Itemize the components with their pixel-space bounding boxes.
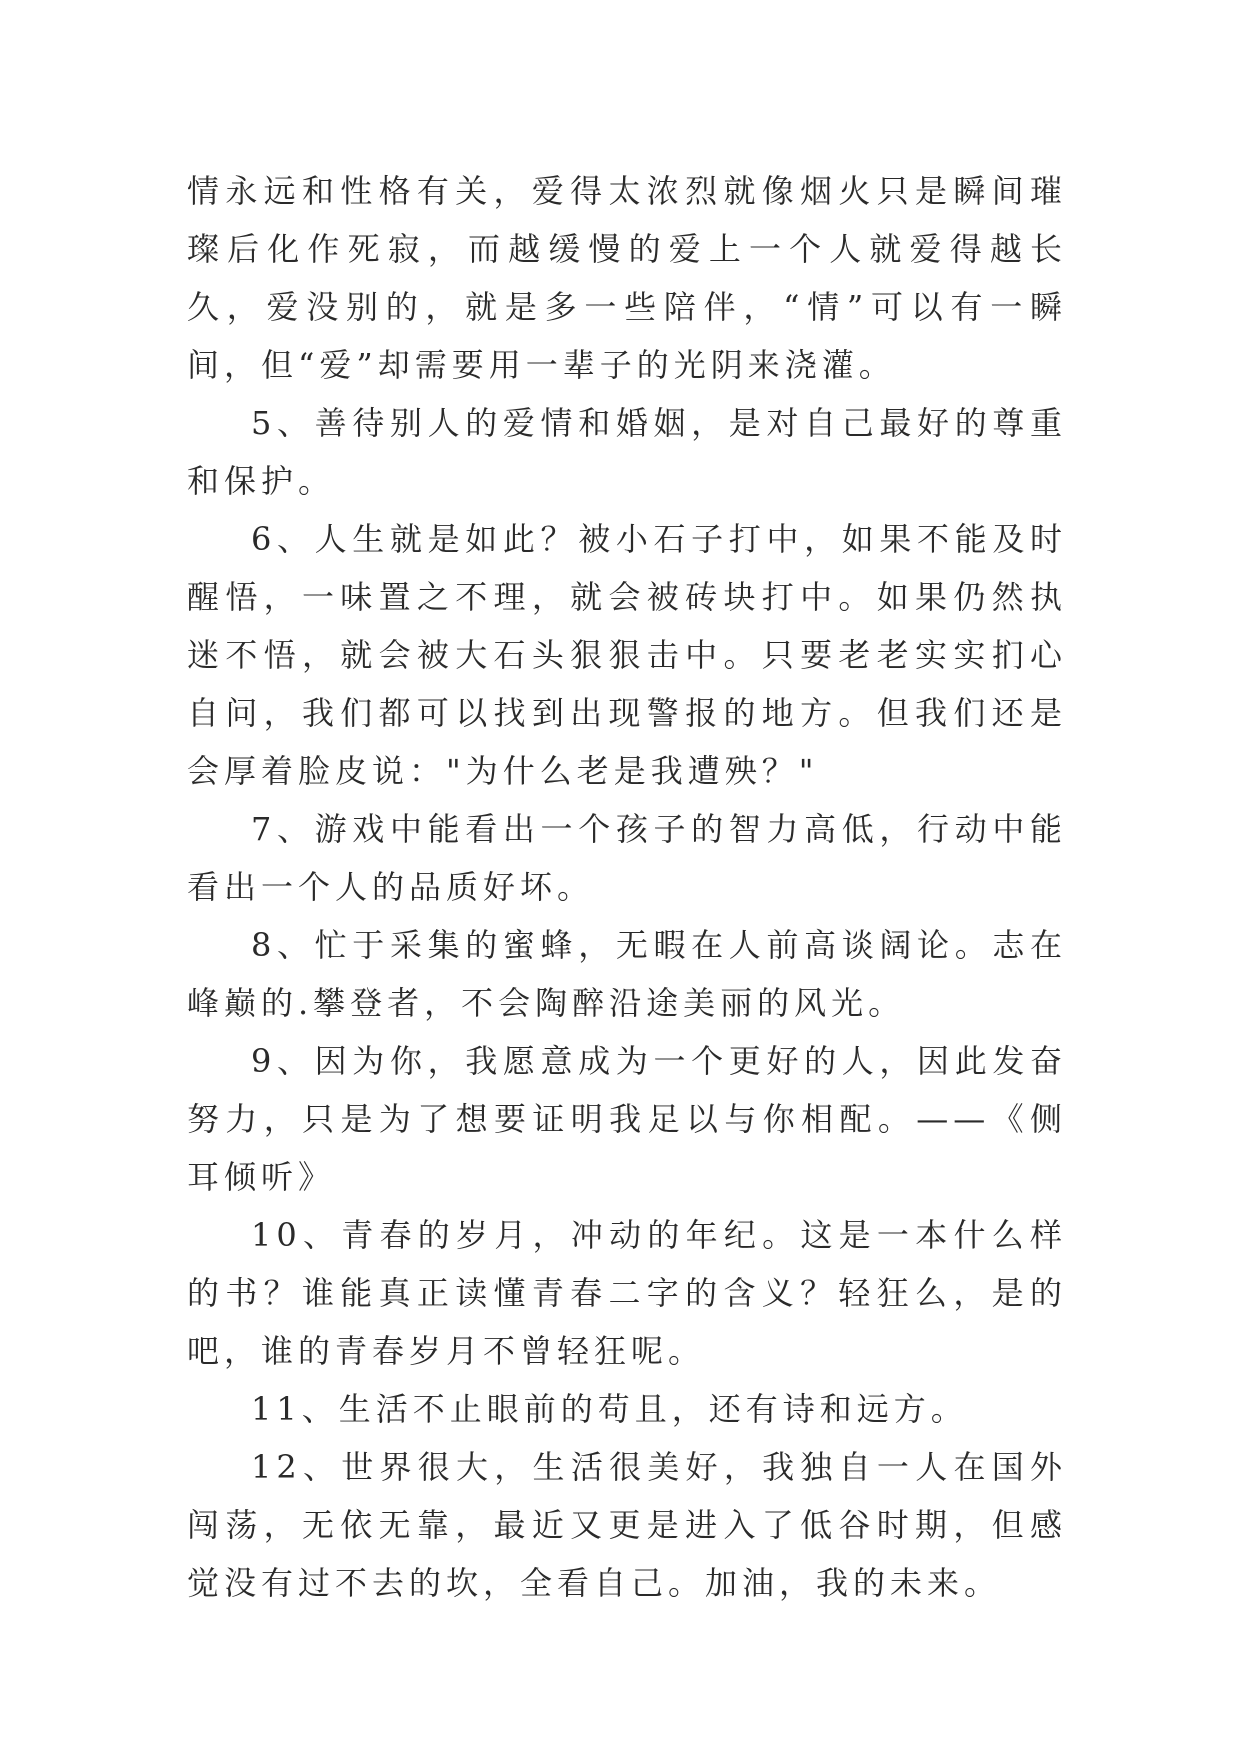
paragraph-item-12: 12、世界很大，生活很美好，我独自一人在国外闯荡，无依无靠，最近又更是进入了低谷时期，但感觉没有过不去的坎，全看自己。加油，我的未来。 [187,1448,1067,1602]
paragraph-item-6: 6、人生就是如此？被小石子打中，如果不能及时醒悟，一味置之不理，就会被砖块打中。如果仍然执迷不悟，就会被大石头狠狠击中。只要老老实实扪心自问，我们都可以找到出现警报的地方。但我们还是会厚着脸皮说："为什么老是我遭殃？" [187,520,1067,790]
paragraph-item-8: 8、忙于采集的蜜蜂，无暇在人前高谈阔论。志在峰巅的.攀登者，不会陶醉沿途美丽的风光。 [187,926,1067,1022]
paragraph-item-10: 10、青春的岁月，冲动的年纪。这是一本什么样的书？谁能真正读懂青春二字的含义？轻狂么，是的吧，谁的青春岁月不曾轻狂呢。 [187,1216,1067,1370]
paragraph-continued: 情永远和性格有关，爱得太浓烈就像烟火只是瞬间璀璨后化作死寂，而越缓慢的爱上一个人就爱得越长久，爱没别的，就是多一些陪伴，“情”可以有一瞬间，但“爱”却需要用一辈子的光阴来浇灌。 [187,172,1067,384]
paragraph-item-5: 5、善待别人的爱情和婚姻，是对自己最好的尊重和保护。 [187,404,1067,500]
document-body [187,162,1067,1612]
paragraph-item-9: 9、因为你，我愿意成为一个更好的人，因此发奋努力，只是为了想要证明我足以与你相配。——《侧耳倾听》 [187,1042,1067,1196]
paragraph-item-11: 11、生活不止眼前的苟且，还有诗和远方。 [251,1390,968,1428]
paragraph-item-7: 7、游戏中能看出一个孩子的智力高低，行动中能看出一个人的品质好坏。 [187,810,1067,906]
